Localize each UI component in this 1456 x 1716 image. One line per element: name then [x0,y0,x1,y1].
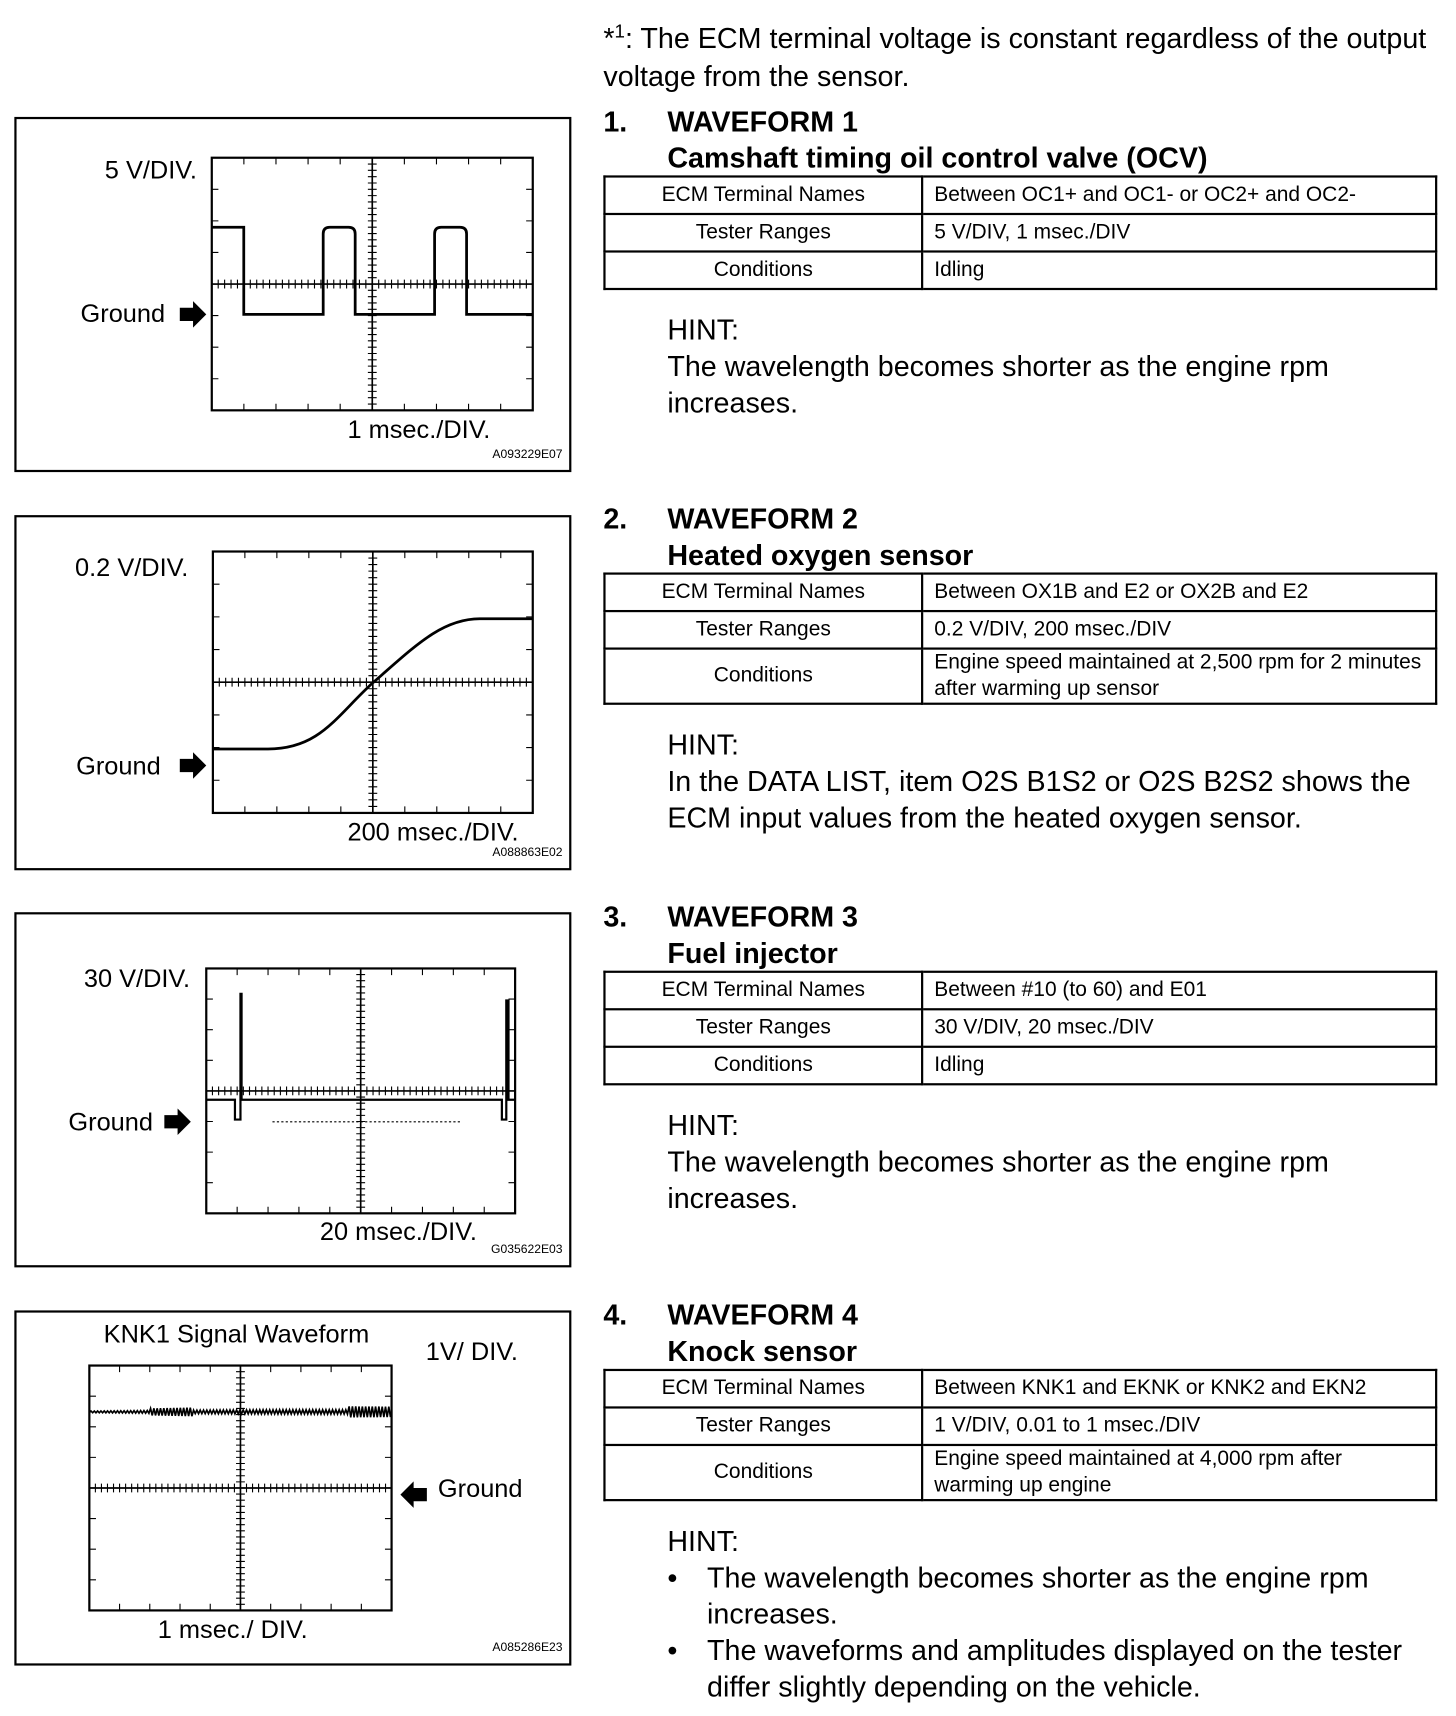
ground-arrow-icon [180,301,206,327]
hint [667,1107,1439,1216]
section-number: 4. [603,1298,628,1332]
hint-label: HINT: [667,727,740,762]
ground-label: Ground [80,298,166,328]
scope-grid [206,968,515,1213]
table-row [604,611,1436,649]
hint-list [667,1560,1439,1706]
scope-grid [212,158,533,411]
table-row [604,1370,1436,1408]
spec-table [603,572,1437,704]
row-value: Idling [922,1047,1436,1085]
table-row [604,1445,1436,1500]
figure-code: G035622E03 [491,1243,563,1257]
row-label: Conditions [604,251,922,289]
table-row [604,251,1436,289]
row-label: Tester Ranges [604,611,922,649]
waveform-4-figure [14,1310,571,1665]
table-row [604,972,1436,1010]
section-title: WAVEFORM 4 [667,1298,859,1332]
footnote-text: : The ECM terminal voltage is constant regardless of the output voltage from the sensor. [603,21,1427,93]
volts-per-div-label: 5 V/DIV. [104,155,197,185]
time-per-div-label: 1 msec./ DIV. [157,1614,308,1644]
row-label: Tester Ranges [604,1009,922,1047]
row-label: Tester Ranges [604,214,922,252]
spec-table [603,175,1437,290]
footnote-marker: * [603,21,615,55]
figure-code: A088863E02 [492,846,563,860]
volts-per-div-label: 0.2 V/DIV. [75,552,189,582]
table-row [604,1407,1436,1445]
row-label: Conditions [604,1445,922,1500]
ground-arrow-icon [400,1481,426,1507]
row-value: Between #10 (to 60) and E01 [922,972,1436,1010]
section-subtitle: Fuel injector [667,936,838,970]
hint [667,1523,1439,1705]
row-value: Engine speed maintained at 2,500 rpm for 2 minutes after warming up sensor [922,649,1436,704]
section-subtitle: Knock sensor [667,1334,858,1368]
ground-label: Ground [437,1473,523,1503]
hint [667,312,1439,421]
row-value: Engine speed maintained at 4,000 rpm after warming up engine [922,1445,1436,1500]
hint [667,727,1439,836]
hint-text: The wavelength becomes shorter as the engine rpm increases. [667,349,1329,420]
table-row [604,649,1436,704]
figure-code: A085286E23 [492,1641,563,1655]
hint-label: HINT: [667,1108,740,1142]
section-title: WAVEFORM 1 [667,104,859,138]
waveform-2-figure [14,515,571,870]
row-value: Between OX1B and E2 or OX2B and E2 [922,574,1436,612]
spec-table [603,1369,1437,1501]
waveform-3-figure [14,912,571,1267]
hint-item: • The waveforms and amplitudes displayed on the tester differ slightly depending on the vehicle. [667,1632,1439,1705]
table-row [604,574,1436,612]
row-value: 1 V/DIV, 0.01 to 1 msec./DIV [922,1407,1436,1445]
volts-per-div-label: 1V/ DIV. [425,1336,518,1366]
scope-grid [89,1366,391,1611]
row-label: ECM Terminal Names [604,574,922,612]
figure-code: A093229E07 [492,447,563,462]
row-value: 5 V/DIV, 1 msec./DIV [922,214,1436,252]
table-row [604,1009,1436,1047]
footnote [603,13,1441,94]
spec-table [603,971,1437,1086]
section-subtitle: Heated oxygen sensor [667,538,974,572]
ground-label: Ground [68,1107,154,1137]
row-value: Idling [922,251,1436,289]
section-subtitle: Camshaft timing oil control valve (OCV) [667,141,1208,175]
volts-per-div-label: 30 V/DIV. [83,964,191,993]
ground-arrow-icon [164,1109,190,1135]
hint-item: • The wavelength becomes shorter as the engine rpm increases. [667,1560,1439,1633]
time-per-div-label: 200 msec./DIV. [347,817,519,847]
row-value: 30 V/DIV, 20 msec./DIV [922,1009,1436,1047]
hint-label: HINT: [667,313,740,347]
row-value: 0.2 V/DIV, 200 msec./DIV [922,611,1436,649]
section-number: 2. [603,501,628,535]
ground-arrow-icon [180,752,206,778]
row-label: ECM Terminal Names [604,972,922,1010]
hint-text: In the DATA LIST, item O2S B1S2 or O2S B2S2 shows the ECM input values from the heated oxygen sensor. [667,764,1411,834]
table-row [604,214,1436,252]
section-title: WAVEFORM 3 [667,900,859,934]
footnote-number: 1 [614,20,625,42]
row-label: Tester Ranges [604,1407,922,1445]
time-per-div-label: 20 msec./DIV. [319,1216,477,1246]
section-number: 3. [603,900,628,934]
row-label: ECM Terminal Names [604,1370,922,1408]
time-per-div-label: 1 msec./DIV. [347,414,491,444]
row-label: ECM Terminal Names [604,176,922,214]
section-title: WAVEFORM 2 [667,501,859,535]
table-row [604,1047,1436,1085]
ground-label: Ground [76,751,161,780]
table-row [604,176,1436,214]
row-label: Conditions [604,649,922,704]
hint-text: The wavelength becomes shorter as the engine rpm increases. [667,1144,1329,1215]
row-value: Between OC1+ and OC1- or OC2+ and OC2- [922,176,1436,214]
row-label: Conditions [604,1047,922,1085]
hint-label: HINT: [667,1524,740,1558]
section-number: 1. [603,104,628,138]
waveform-title: KNK1 Signal Waveform [103,1319,370,1348]
row-value: Between KNK1 and EKNK or KNK2 and EKN2 [922,1370,1436,1408]
waveform-1-figure [14,117,571,472]
